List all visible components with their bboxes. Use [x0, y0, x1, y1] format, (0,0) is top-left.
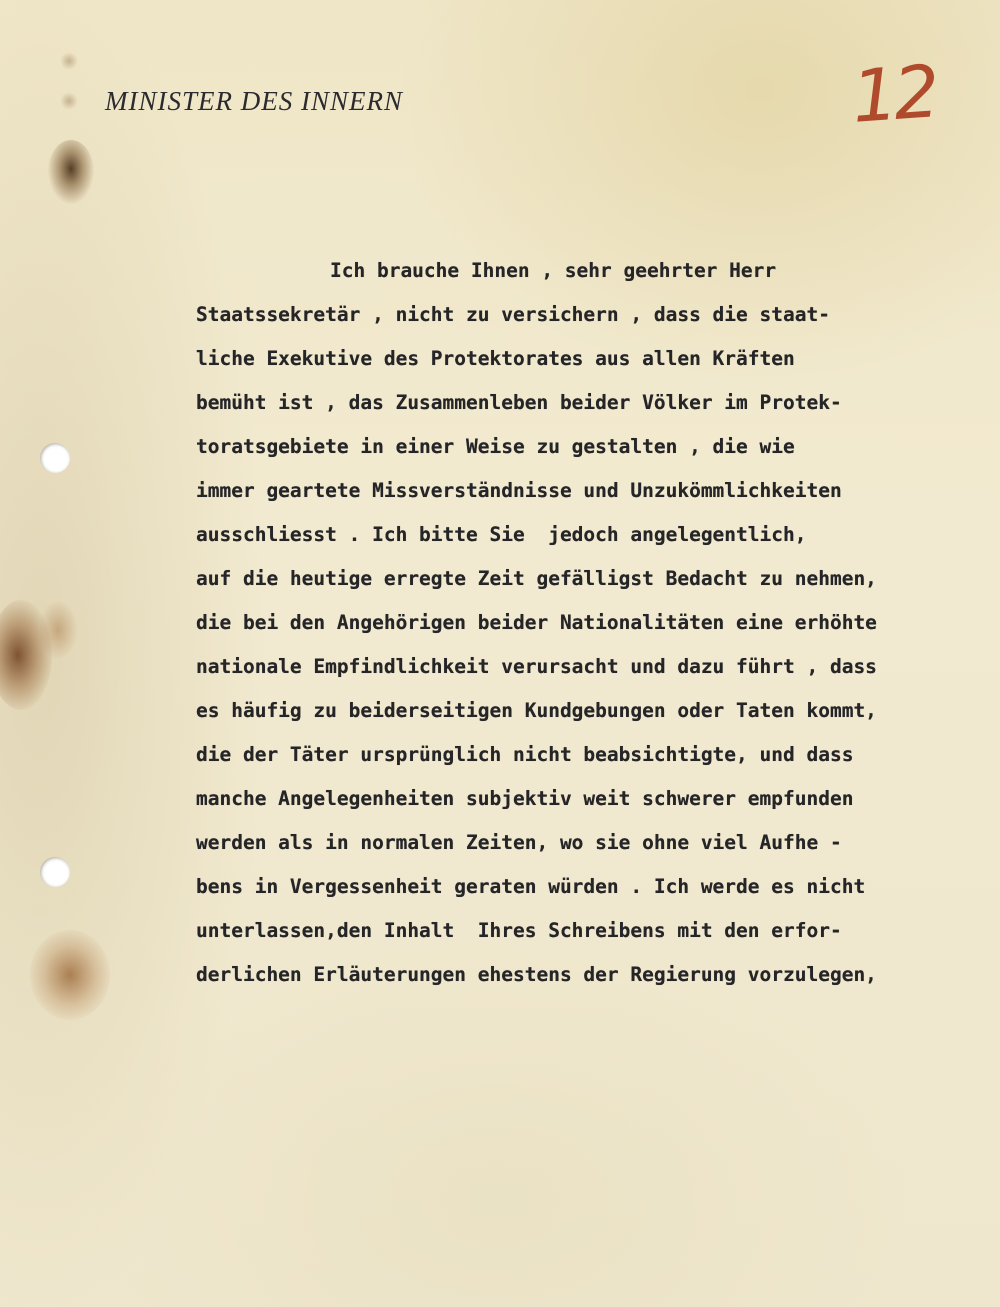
text-line: immer geartete Missverständnisse und Unzukömmlichkeiten — [196, 479, 842, 502]
rust-stain — [30, 930, 110, 1020]
text-line: auf die heutige erregte Zeit gefälligst Bedacht zu nehmen, — [196, 567, 877, 590]
text-line: werden als in normalen Zeiten, wo sie ohne viel Aufhe - — [196, 831, 842, 854]
punch-hole — [40, 857, 70, 887]
letterhead: MINISTER DES INNERN — [105, 86, 403, 116]
rust-stain — [48, 140, 94, 204]
text-line: es häufig zu beiderseitigen Kundgebungen oder Taten kommt, — [196, 699, 877, 722]
text-line: die bei den Angehörigen beider Nationalitäten eine erhöhte — [196, 611, 877, 634]
rust-stain — [60, 52, 78, 70]
text-line: unterlassen,den Inhalt Ihres Schreibens mit den erfor- — [196, 919, 842, 942]
text-line: nationale Empfindlichkeit verursacht und dazu führt , dass — [196, 655, 877, 678]
rust-stain — [60, 92, 78, 110]
letter-body — [196, 258, 986, 1006]
handwritten-page-number: 12 — [849, 49, 939, 139]
text-line: toratsgebiete in einer Weise zu gestalten , die wie — [196, 435, 795, 458]
text-line: bens in Vergessenheit geraten würden . Ich werde es nicht — [196, 875, 866, 898]
text-line: die der Täter ursprünglich nicht beabsichtigte, und dass — [196, 743, 854, 766]
text-line: Staatssekretär , nicht zu versichern , dass die staat- — [196, 303, 830, 326]
punch-hole — [40, 443, 70, 473]
text-line: Ich brauche Ihnen , sehr geehrter Herr — [330, 259, 777, 282]
text-line: manche Angelegenheiten subjektiv weit schwerer empfunden — [196, 787, 854, 810]
text-line: liche Exekutive des Protektorates aus allen Kräften — [196, 347, 795, 370]
text-line: derlichen Erläuterungen ehestens der Regierung vorzulegen, — [196, 963, 877, 986]
rust-stain — [38, 600, 78, 660]
text-line: ausschliesst . Ich bitte Sie jedoch angelegentlich, — [196, 523, 807, 546]
text-line: bemüht ist , das Zusammenleben beider Völker im Protek- — [196, 391, 842, 414]
